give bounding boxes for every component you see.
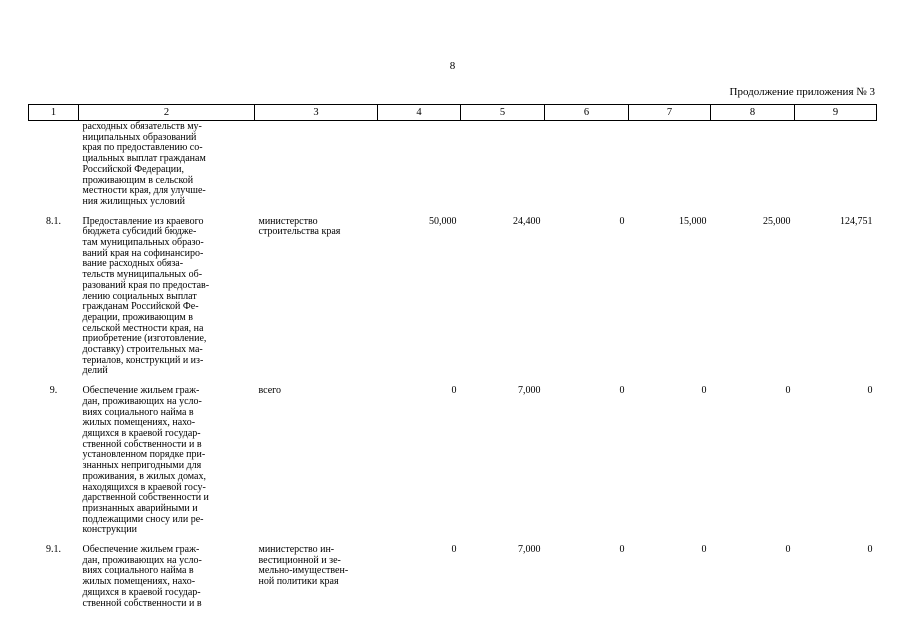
column-header: 1 [29, 105, 79, 121]
row-value: 25,000 [763, 215, 791, 227]
table-row [29, 377, 877, 536]
row-executor: всего [258, 385, 282, 397]
row-executor [255, 121, 378, 208]
row-number [29, 121, 79, 208]
column-header: 4 [378, 105, 461, 121]
appendix-note: Продолжение приложения № 3 [729, 86, 875, 98]
row-value [711, 121, 795, 208]
row-value: 0 [619, 544, 625, 556]
row-value: 0 [619, 385, 625, 397]
row-value: 15,000 [679, 215, 707, 227]
row-name: Обеспечение жильем граж- дан, проживающих на усло- виях социального найма в жилых помещениях, нахо- дящихся в краевой государ- ственной собственности и в установленном порядке при- знанных непригодными для проживания, в жилых домах, находящихся в краевой госу- дарственной собственности и признанных аварийными и подлежащими сносу или ре- конструкции [82, 385, 209, 536]
column-header: 5 [461, 105, 545, 121]
row-number: 9.1. [46, 544, 61, 556]
row-value: 24,400 [513, 215, 541, 227]
column-header: 7 [629, 105, 711, 121]
row-value [378, 121, 461, 208]
row-value: 0 [867, 544, 873, 556]
row-value: 0 [785, 544, 791, 556]
row-value: 0 [867, 385, 873, 397]
table-row [29, 536, 877, 609]
row-value: 0 [451, 544, 457, 556]
row-number: 9. [49, 385, 58, 397]
row-name: Обеспечение жильем граж- дан, проживающих на усло- виях социального найма в жилых помещениях, нахо- дящихся в краевой государ- ственной собственности и в [82, 544, 202, 609]
table-row [29, 208, 877, 378]
row-value: 0 [701, 385, 707, 397]
row-name: расходных обязательств му- ниципальных образований края по предоставлению со- циальных выплат гражданам Российской Федерации, проживающим в сельской местности края, для улучше- ния жилищных условий [82, 121, 206, 207]
row-value: 0 [701, 544, 707, 556]
row-value [545, 121, 629, 208]
row-executor: министерство ин- вестиционной и зе- мельно-имуществен- ной политики края [258, 544, 349, 588]
row-value: 124,751 [840, 215, 873, 227]
row-value [795, 121, 877, 208]
row-number: 8.1. [46, 215, 61, 227]
column-header: 8 [711, 105, 795, 121]
row-value: 0 [451, 385, 457, 397]
row-value: 50,000 [429, 215, 457, 227]
program-table [28, 104, 877, 609]
row-value: 7,000 [518, 544, 541, 556]
table-row [29, 121, 877, 208]
row-value: 0 [785, 385, 791, 397]
column-header: 2 [79, 105, 255, 121]
column-header: 9 [795, 105, 877, 121]
header-row [29, 105, 877, 121]
page-number: 8 [449, 60, 456, 72]
row-value: 7,000 [518, 385, 541, 397]
row-value: 0 [619, 215, 625, 227]
row-value [461, 121, 545, 208]
column-header: 6 [545, 105, 629, 121]
row-value [629, 121, 711, 208]
row-executor: министерство строительства края [258, 215, 341, 238]
row-name: Предоставление из краевого бюджета субсидий бюдже- там муниципальных образо- ваний края на софинансиро- вание расходных обяза- тельств муниципальных об- разований края по предостав- лению социальных выплат гражданам Российской Фе- дерации, проживающим в сельской местности края, на приобретение (изготовление, доставку) строительных ма- териалов, конструкций и из- делий [82, 215, 210, 377]
column-header: 3 [255, 105, 378, 121]
